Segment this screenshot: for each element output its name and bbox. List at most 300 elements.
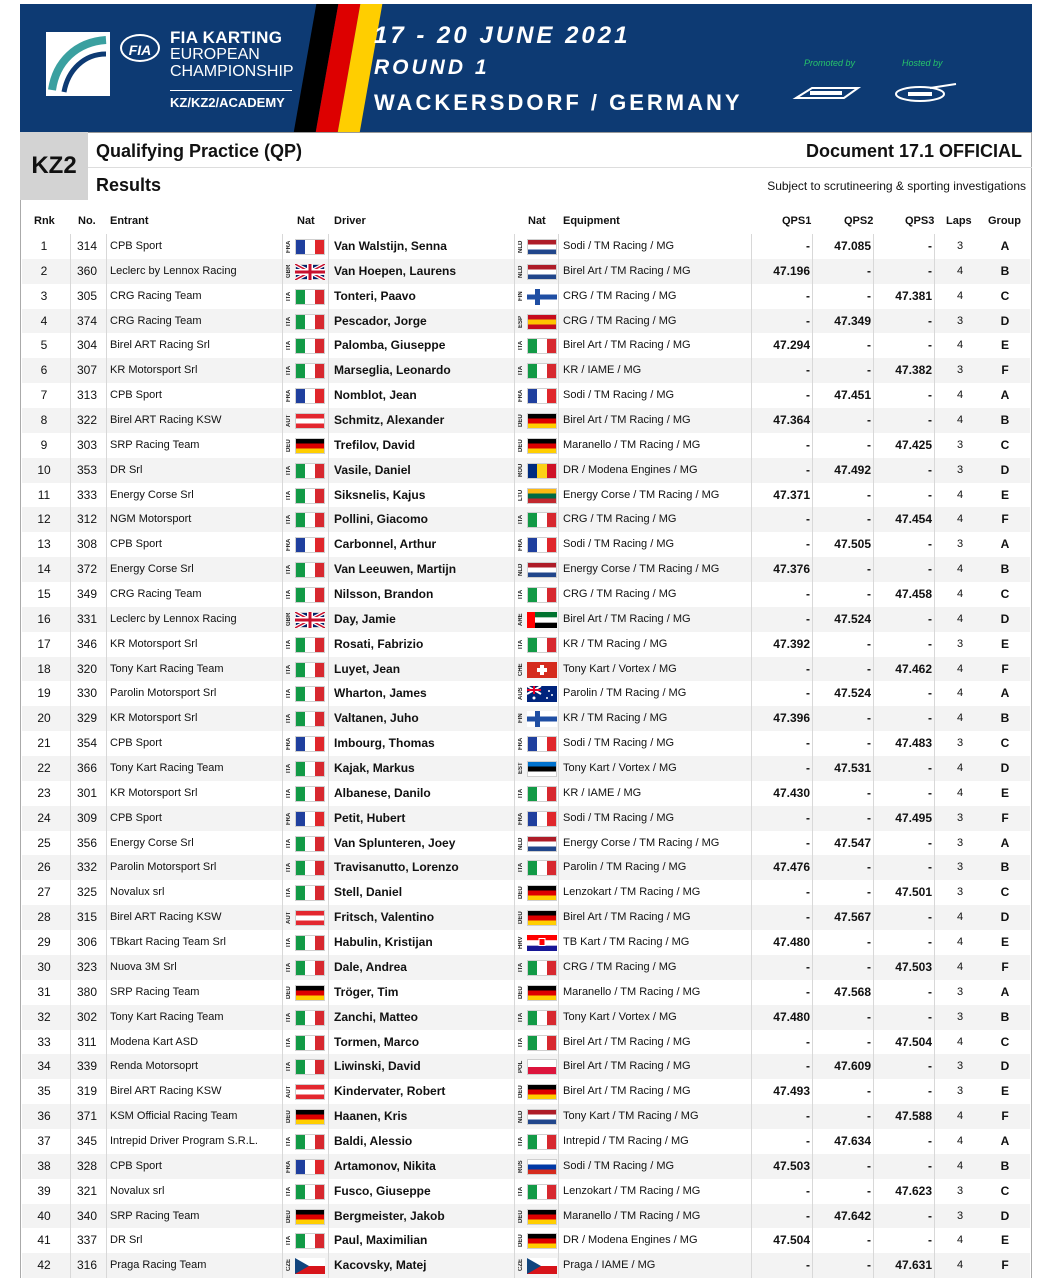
rank-cell: 37 — [37, 1133, 51, 1148]
fia-badge: FIA — [120, 34, 160, 62]
table-row — [22, 284, 1030, 309]
column-divider — [514, 632, 515, 657]
column-divider — [70, 731, 71, 756]
entrant-nat-flag — [284, 586, 326, 603]
entrant-nat-flag — [284, 735, 326, 752]
laps-cell: 4 — [956, 264, 964, 277]
entrant-nat-flag — [284, 337, 326, 354]
group-cell: D — [1000, 611, 1010, 626]
flag-icon — [527, 736, 557, 752]
flag-icon — [295, 314, 325, 330]
qps3-cell: - — [928, 413, 932, 428]
laps-cell: 3 — [956, 1209, 964, 1222]
entrant-nat-flag — [284, 1108, 326, 1125]
column-divider — [514, 756, 515, 781]
entrant-nat-flag — [284, 288, 326, 305]
driver-cell: Kindervater, Robert — [334, 1084, 446, 1099]
flag-icon — [295, 662, 325, 678]
number-cell: 380 — [76, 984, 98, 999]
flag-icon — [527, 1258, 557, 1274]
laps-cell: 3 — [956, 538, 964, 551]
table-row — [22, 1079, 1030, 1104]
qps3-cell: - — [928, 537, 932, 552]
rank-cell: 42 — [37, 1258, 51, 1273]
column-divider — [558, 1079, 559, 1104]
driver-cell: Petit, Hubert — [334, 810, 406, 825]
qps1-cell: - — [806, 661, 810, 676]
qps2-cell: - — [867, 935, 871, 950]
qps1-cell: 47.504 — [773, 1233, 810, 1248]
column-divider — [558, 408, 559, 433]
entrant-cell: Novalux srl — [110, 886, 165, 899]
table-row — [22, 607, 1030, 632]
column-divider — [282, 607, 283, 632]
column-divider — [106, 806, 107, 831]
column-divider — [282, 383, 283, 408]
driver-cell: Tonteri, Paavo — [334, 288, 416, 303]
driver-nat-flag — [516, 1083, 558, 1100]
column-divider — [558, 1030, 559, 1055]
entrant-cell: Energy Corse Srl — [110, 836, 194, 849]
equipment-cell: CRG / TM Racing / MG — [563, 314, 677, 327]
qps2-cell: 47.085 — [834, 239, 871, 253]
column-divider — [282, 1253, 283, 1278]
number-cell: 313 — [76, 388, 98, 403]
column-divider — [282, 706, 283, 731]
flag-icon — [295, 1233, 325, 1249]
column-divider — [514, 880, 515, 905]
table-row — [22, 1030, 1030, 1055]
number-cell: 331 — [76, 611, 98, 626]
flag-icon — [295, 1010, 325, 1026]
flag-icon — [295, 885, 325, 901]
column-divider — [282, 731, 283, 756]
column-divider — [328, 731, 329, 756]
column-divider — [328, 259, 329, 284]
number-cell: 339 — [76, 1059, 98, 1074]
column-divider — [70, 458, 71, 483]
table-row — [22, 831, 1030, 856]
column-divider — [328, 806, 329, 831]
qps2-cell: 47.531 — [834, 761, 871, 776]
rank-cell: 39 — [37, 1183, 51, 1198]
nat-code: DEU — [286, 1209, 292, 1223]
qps3-cell: - — [928, 860, 932, 875]
driver-cell: Artamonov, Nikita — [334, 1158, 436, 1173]
column-divider — [934, 358, 935, 383]
column-divider — [514, 955, 515, 980]
column-divider — [106, 706, 107, 731]
entrant-cell: Tony Kart Racing Team — [110, 762, 224, 775]
entrant-nat-flag — [284, 561, 326, 578]
table-row — [22, 557, 1030, 582]
equipment-cell: Sodi / TM Racing / MG — [563, 1159, 675, 1172]
nat-code: GBR — [286, 264, 292, 279]
nat-code: ITA — [286, 1236, 292, 1246]
column-divider — [106, 383, 107, 408]
driver-nat-flag — [516, 263, 558, 280]
entrant-cell: Parolin Motorsport Srl — [110, 861, 217, 874]
equipment-cell: Birel Art / TM Racing / MG — [563, 339, 691, 352]
table-row — [22, 1129, 1030, 1154]
flag-icon — [295, 338, 325, 354]
brand-categories: KZ/KZ2/ACADEMY — [170, 95, 285, 110]
column-divider — [514, 458, 515, 483]
qps1-cell: - — [806, 388, 810, 403]
column-divider — [328, 1030, 329, 1055]
number-cell: 330 — [76, 686, 98, 701]
column-divider — [328, 507, 329, 532]
column-divider — [558, 731, 559, 756]
number-cell: 356 — [76, 835, 98, 850]
column-divider — [282, 657, 283, 682]
driver-cell: Trefilov, David — [334, 437, 416, 452]
qps3-cell: - — [928, 263, 932, 278]
driver-cell: Wharton, James — [334, 686, 427, 701]
column-divider — [514, 681, 515, 706]
qps3-cell: 47.425 — [895, 437, 932, 452]
nat-code: ITA — [286, 937, 292, 948]
session-subtitle: Results — [96, 175, 162, 195]
entrant-nat-flag — [284, 859, 326, 876]
nat-code: ITA — [518, 515, 524, 525]
flag-icon — [527, 587, 557, 603]
event-round: ROUND 1 — [374, 56, 490, 79]
entrant-nat-flag — [284, 884, 326, 901]
laps-cell: 4 — [956, 712, 964, 725]
column-divider — [106, 1005, 107, 1030]
column-divider — [558, 657, 559, 682]
flag-icon — [295, 686, 325, 702]
nat-code: AUT — [286, 1085, 292, 1098]
column-divider — [514, 706, 515, 731]
flag-icon — [295, 438, 325, 454]
column-divider — [328, 756, 329, 781]
column-divider — [934, 284, 935, 309]
table-row — [22, 781, 1030, 806]
equipment-cell: Energy Corse / TM Racing / MG — [563, 488, 720, 501]
column-divider — [106, 284, 107, 309]
column-divider — [282, 458, 283, 483]
flag-icon — [527, 314, 557, 330]
group-cell: D — [1000, 761, 1010, 776]
equipment-cell: Energy Corse / TM Racing / MG — [563, 836, 720, 849]
nat-code: ITA — [286, 788, 292, 799]
driver-cell: Van Hoepen, Laurens — [334, 263, 457, 278]
column-divider — [934, 831, 935, 856]
group-cell: E — [1000, 1084, 1009, 1099]
table-row — [22, 1253, 1030, 1278]
column-divider — [282, 433, 283, 458]
equipment-cell: KR / IAME / MG — [563, 786, 642, 799]
qps1-cell: - — [806, 736, 810, 751]
column-divider — [558, 458, 559, 483]
number-cell: 353 — [76, 462, 98, 477]
nat-code: ITA — [286, 639, 292, 649]
equipment-cell: Parolin / TM Racing / MG — [563, 861, 687, 874]
rank-cell: 30 — [37, 959, 51, 974]
nat-code: AUS — [518, 687, 524, 701]
qps3-cell: - — [928, 686, 932, 701]
laps-cell: 4 — [956, 612, 964, 625]
column-divider — [934, 259, 935, 284]
flag-icon — [527, 413, 557, 429]
entrant-nat-flag — [284, 685, 326, 702]
driver-cell: Albanese, Danilo — [334, 785, 431, 800]
column-divider — [514, 855, 515, 880]
column-divider — [106, 1054, 107, 1079]
entrant-cell: DR Srl — [110, 1234, 143, 1247]
flag-icon — [295, 637, 325, 653]
table-row — [22, 1005, 1030, 1030]
results-table-body — [22, 234, 1030, 1278]
driver-cell: Bergmeister, Jakob — [334, 1208, 445, 1223]
flag-icon — [295, 562, 325, 578]
number-cell: 311 — [77, 1034, 97, 1049]
group-cell: C — [1000, 885, 1010, 900]
nat-code: ITA — [286, 366, 292, 376]
equipment-cell: Birel Art / TM Racing / MG — [563, 1085, 691, 1098]
column-divider — [282, 855, 283, 880]
nat-code: DEU — [286, 1110, 292, 1123]
column-divider — [106, 1253, 107, 1278]
column-divider — [558, 507, 559, 532]
column-divider — [558, 855, 559, 880]
driver-nat-flag — [516, 536, 558, 553]
rank-cell: 38 — [37, 1158, 51, 1173]
number-cell: 303 — [76, 437, 98, 452]
entrant-nat-flag — [284, 387, 326, 404]
equipment-cell: Sodi / TM Racing / MG — [563, 737, 675, 750]
group-cell: E — [1000, 487, 1009, 502]
entrant-cell: SRP Racing Team — [110, 985, 200, 998]
driver-cell: Marseglia, Leonardo — [334, 363, 451, 378]
entrant-cell: Energy Corse Srl — [110, 563, 194, 576]
qps3-cell: 47.503 — [895, 959, 932, 974]
nat-code: LTU — [518, 489, 524, 501]
nat-code: ITA — [286, 565, 292, 575]
qps2-cell: - — [867, 959, 871, 974]
hosted-by-label: Hosted by — [902, 58, 943, 68]
driver-cell: Baldi, Alessio — [334, 1133, 413, 1148]
column-divider — [558, 358, 559, 383]
qps3-cell: 47.623 — [895, 1183, 932, 1198]
qps1-cell: - — [806, 537, 810, 552]
laps-cell: 4 — [956, 786, 964, 799]
nat-code: ITA — [286, 863, 292, 873]
qps3-cell: - — [928, 487, 932, 502]
column-divider — [514, 1054, 515, 1079]
nat-code: ITA — [286, 1012, 292, 1022]
number-cell: 319 — [76, 1084, 98, 1099]
nat-code: DEU — [286, 439, 292, 452]
entrant-cell: CPB Sport — [110, 811, 162, 824]
number-cell: 337 — [76, 1233, 98, 1248]
laps-cell: 4 — [956, 488, 964, 501]
driver-nat-flag — [516, 1034, 558, 1051]
column-divider — [70, 955, 71, 980]
qps2-cell: 47.524 — [834, 611, 871, 626]
col-driver: Driver — [334, 215, 366, 227]
qps2-cell: - — [867, 1258, 871, 1273]
driver-cell: Dale, Andrea — [334, 959, 407, 974]
entrant-nat-flag — [284, 1034, 326, 1051]
flag-icon — [527, 289, 557, 305]
table-row — [22, 1179, 1030, 1204]
column-divider — [558, 1253, 559, 1278]
nat-code: ITA — [518, 1136, 524, 1147]
column-divider — [70, 1005, 71, 1030]
rank-cell: 41 — [37, 1233, 51, 1248]
driver-nat-flag — [516, 362, 558, 379]
document-note: Subject to scrutineering & sporting investigations — [767, 179, 1026, 193]
driver-cell: Tormen, Marco — [334, 1034, 420, 1049]
qps3-cell: - — [928, 462, 932, 477]
column-divider — [70, 433, 71, 458]
flag-icon — [295, 1084, 325, 1100]
entrant-cell: Birel ART Racing KSW — [110, 911, 222, 924]
flag-icon — [527, 860, 557, 876]
column-divider — [70, 1030, 71, 1055]
number-cell: 345 — [76, 1133, 98, 1148]
column-divider — [282, 483, 283, 508]
laps-cell: 4 — [956, 960, 964, 973]
flag-icon — [527, 537, 557, 553]
nat-code: DEU — [518, 886, 524, 900]
equipment-cell: CRG / TM Racing / MG — [563, 588, 677, 601]
nat-code: DEU — [518, 911, 524, 925]
flag-icon — [295, 1258, 325, 1274]
driver-nat-flag — [516, 735, 558, 752]
qps2-cell: 47.492 — [834, 462, 871, 477]
table-row — [22, 657, 1030, 682]
qps2-cell: - — [867, 363, 871, 378]
driver-nat-flag — [516, 387, 558, 404]
qps3-cell: - — [928, 636, 932, 651]
column-divider — [328, 1079, 329, 1104]
column-divider — [70, 930, 71, 955]
number-cell: 307 — [76, 363, 98, 378]
driver-cell: Zanchi, Matteo — [334, 1009, 419, 1024]
flag-icon — [295, 1035, 325, 1051]
column-divider — [934, 607, 935, 632]
col-equipment: Equipment — [563, 215, 620, 227]
entrant-cell: Leclerc by Lennox Racing — [110, 264, 237, 277]
entrant-nat-flag — [284, 909, 326, 926]
qps1-cell: 47.294 — [773, 338, 810, 353]
column-divider — [514, 358, 515, 383]
flag-icon — [295, 388, 325, 404]
column-divider — [70, 681, 71, 706]
nat-code: NLD — [518, 563, 524, 576]
entrant-nat-flag — [284, 536, 326, 553]
laps-cell: 3 — [956, 463, 964, 476]
rank-cell: 1 — [40, 239, 48, 253]
flag-icon — [295, 463, 325, 479]
column-divider — [106, 632, 107, 657]
column-divider — [328, 855, 329, 880]
group-cell: F — [1001, 363, 1009, 378]
qps3-cell: - — [928, 1158, 932, 1173]
entrant-cell: Energy Corse Srl — [110, 488, 194, 501]
rank-cell: 28 — [37, 910, 51, 925]
qps2-cell: 47.567 — [834, 910, 871, 925]
laps-cell: 4 — [956, 1159, 964, 1172]
table-row — [22, 955, 1030, 980]
rank-cell: 13 — [37, 537, 51, 552]
column-divider — [934, 731, 935, 756]
equipment-cell: Birel Art / TM Racing / MG — [563, 414, 691, 427]
column-divider — [558, 433, 559, 458]
flag-icon — [295, 985, 325, 1001]
number-cell: 372 — [76, 562, 98, 577]
number-cell: 366 — [76, 761, 98, 776]
driver-cell: Day, Jamie — [334, 611, 396, 626]
driver-cell: Haanen, Kris — [334, 1109, 408, 1124]
driver-nat-flag — [516, 1108, 558, 1125]
flag-icon — [295, 860, 325, 876]
driver-cell: Fritsch, Valentino — [334, 910, 435, 925]
driver-nat-flag — [516, 1183, 558, 1200]
entrant-cell: SRP Racing Team — [110, 1209, 200, 1222]
column-divider — [282, 532, 283, 557]
nat-code: DEU — [518, 985, 524, 999]
column-divider — [934, 1228, 935, 1253]
rank-cell: 29 — [37, 935, 51, 950]
number-cell: 371 — [76, 1109, 98, 1124]
column-divider — [328, 781, 329, 806]
qps2-cell: - — [867, 1233, 871, 1248]
column-divider — [934, 532, 935, 557]
group-cell: A — [1000, 984, 1010, 999]
column-divider — [558, 532, 559, 557]
flag-icon — [295, 1059, 325, 1075]
entrant-cell: Novalux srl — [110, 1184, 165, 1197]
column-divider — [106, 930, 107, 955]
number-cell: 346 — [76, 636, 98, 651]
column-divider — [514, 607, 515, 632]
number-cell: 309 — [76, 810, 98, 825]
column-divider — [514, 234, 515, 259]
rank-cell: 21 — [37, 736, 51, 751]
rank-cell: 22 — [37, 761, 51, 776]
column-divider — [282, 1079, 283, 1104]
nat-code: ITA — [286, 838, 292, 848]
rank-cell: 20 — [37, 711, 51, 726]
nat-code: RUS — [518, 1159, 524, 1173]
driver-nat-flag — [516, 909, 558, 926]
flag-icon — [295, 239, 325, 255]
driver-nat-flag — [516, 785, 558, 802]
column-divider — [934, 507, 935, 532]
column-divider — [514, 383, 515, 408]
laps-cell: 3 — [956, 1184, 964, 1197]
group-cell: D — [1000, 910, 1010, 925]
qps2-cell: 47.547 — [834, 835, 871, 850]
column-divider — [328, 557, 329, 582]
entrant-cell: KSM Official Racing Team — [110, 1110, 238, 1123]
entrant-nat-flag — [284, 1208, 326, 1225]
group-cell: E — [1000, 935, 1009, 950]
qps3-cell: 47.462 — [895, 661, 932, 676]
nat-code: FRA — [518, 812, 524, 825]
column-divider — [106, 880, 107, 905]
column-divider — [934, 1104, 935, 1129]
column-divider — [282, 1104, 283, 1129]
qps3-cell: 47.382 — [895, 363, 932, 378]
column-divider — [514, 1253, 515, 1278]
driver-cell: Valtanen, Juho — [334, 711, 419, 726]
